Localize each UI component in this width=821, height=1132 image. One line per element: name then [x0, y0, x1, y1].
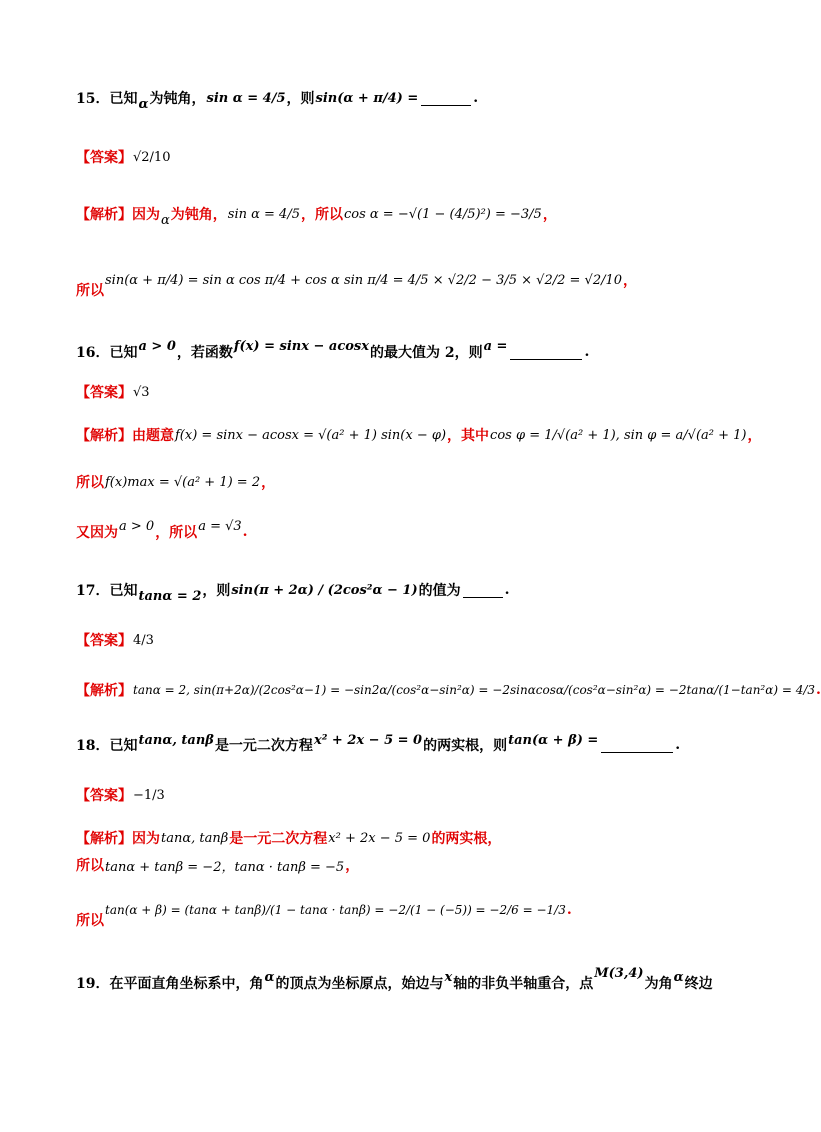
- text: 因为: [132, 207, 160, 223]
- math: x² + 2x − 5 = 0: [313, 732, 423, 748]
- answer-tag: 【答案】: [76, 788, 132, 804]
- answer-15: [76, 147, 171, 167]
- text: 轴的非负半轴重合，点: [453, 976, 594, 992]
- math: α: [138, 96, 149, 112]
- answer-17: [76, 630, 155, 650]
- text: ，: [261, 475, 276, 491]
- text: 所以: [76, 475, 104, 491]
- question-17: [76, 580, 510, 604]
- text: ，: [623, 273, 638, 289]
- math: cos α = −√(1 − (4/5)²) = −3/5: [343, 206, 542, 222]
- math: a > 0: [119, 518, 155, 534]
- math: a = √3: [198, 518, 242, 534]
- text: 终边: [684, 976, 713, 992]
- answer-value: 4/3: [133, 632, 154, 648]
- text: .: [473, 90, 479, 106]
- text: 的顶点为坐标原点，始边与: [275, 976, 444, 992]
- text: 的值为: [418, 583, 461, 599]
- text: ，若函数: [176, 345, 233, 361]
- text: ，其中: [447, 428, 490, 444]
- text: 已知: [109, 583, 138, 599]
- text: ，则: [202, 583, 231, 599]
- text: ，则: [286, 91, 315, 107]
- text: .: [816, 682, 821, 698]
- answer-tag: 【答案】: [76, 150, 132, 166]
- question-18: [76, 732, 681, 755]
- math: α: [264, 969, 275, 985]
- math: α: [673, 969, 684, 985]
- solution-18-line2: [76, 855, 359, 875]
- solution-tag: 【解析】: [76, 831, 132, 847]
- answer-blank: [601, 738, 673, 753]
- question-number: 16．: [76, 345, 110, 361]
- math: tanα = 2, sin(π+2α)/(2cos²α−1) = −sin2α/(cos²α−sin²α) = −2sinαcosα/(cos²α−sin²α) = −2tanα/(1−tan²α) = 4/3: [133, 683, 816, 697]
- text: ，: [345, 858, 360, 874]
- question-number: 19．: [76, 976, 110, 992]
- answer-tag: 【答案】: [76, 385, 132, 401]
- text: 的最大值为 2，则: [369, 345, 483, 361]
- math: a =: [483, 338, 508, 354]
- solution-tag: 【解析】: [76, 683, 132, 699]
- question-number: 15．: [76, 91, 110, 107]
- math: tanα, tanβ: [161, 830, 229, 846]
- answer-blank: [421, 91, 471, 106]
- question-number: 18．: [76, 738, 110, 754]
- solution-17: [76, 680, 821, 700]
- text: 又因为: [76, 525, 118, 541]
- answer-16: [76, 382, 151, 402]
- question-number: 17．: [76, 583, 110, 599]
- solution-15-line1: [76, 204, 557, 228]
- math: tan(α + β) =: [508, 732, 599, 748]
- question-15: [76, 88, 479, 112]
- math: f(x) = sinx − acosx: [233, 338, 369, 354]
- answer-value: √2/10: [133, 149, 171, 165]
- text: 因为: [132, 831, 160, 847]
- answer-value: √3: [133, 384, 150, 400]
- math: f(x) = sinx − acosx = √(a² + 1) sin(x − φ): [175, 427, 447, 443]
- text: ，: [747, 428, 762, 444]
- solution-tag: 【解析】: [76, 207, 132, 223]
- solution-18-line1: [76, 828, 501, 848]
- math: f(x)max = √(a² + 1) = 2: [105, 474, 261, 490]
- text: ，所以: [300, 207, 343, 223]
- text: 为钝角，: [149, 91, 206, 107]
- math: x² + 2x − 5 = 0: [328, 830, 431, 846]
- text: 由题意: [132, 428, 174, 444]
- text: 所以: [76, 913, 104, 929]
- text: 已知: [109, 738, 138, 754]
- math: tanα = 2: [138, 588, 202, 604]
- math: a > 0: [138, 338, 176, 354]
- math: α: [161, 212, 170, 228]
- math: M(3,4): [594, 965, 644, 981]
- solution-tag: 【解析】: [76, 428, 132, 444]
- text: 所以: [76, 858, 104, 874]
- solution-16-line3: [76, 518, 248, 542]
- math: sin α = 4/5: [206, 90, 286, 106]
- text: ，: [542, 207, 557, 223]
- text: 已知: [109, 91, 138, 107]
- question-19: [76, 965, 713, 993]
- solution-16-line2: [76, 472, 275, 492]
- text: .: [504, 582, 510, 598]
- math: sin α = 4/5: [227, 206, 300, 222]
- math: tanα + tanβ = −2，tanα · tanβ = −5: [105, 859, 345, 875]
- answer-tag: 【答案】: [76, 633, 132, 649]
- math: sin(α + π/4) = sin α cos π/4 + cos α sin π/4 = 4/5 × √2/2 − 3/5 × √2/2 = √2/10: [105, 272, 623, 288]
- text: .: [566, 902, 572, 918]
- answer-18: [76, 785, 166, 805]
- text: 为钝角，: [170, 207, 227, 223]
- math: sin(π + 2α) / (2cos²α − 1): [231, 582, 418, 598]
- math: cos φ = 1/√(a² + 1), sin φ = a/√(a² + 1): [490, 427, 747, 443]
- text: 的两实根，: [431, 831, 502, 847]
- answer-blank: [510, 345, 582, 360]
- text: .: [584, 344, 590, 360]
- math: tanα, tanβ: [138, 732, 214, 748]
- answer-value: −1/3: [133, 787, 165, 803]
- math: tan(α + β) = (tanα + tanβ)/(1 − tanα · tanβ) = −2/(1 − (−5)) = −2/6 = −1/3: [105, 903, 566, 917]
- question-16: [76, 338, 590, 362]
- solution-16-line1: [76, 425, 762, 445]
- math: x: [444, 969, 453, 985]
- text: 所以: [76, 283, 104, 299]
- answer-blank: [463, 583, 503, 598]
- text: 为角: [644, 976, 673, 992]
- text: ，所以: [155, 525, 198, 541]
- solution-15-line2: [76, 270, 638, 299]
- text: 的两实根，则: [423, 738, 508, 754]
- text: 是一元二次方程: [214, 738, 313, 754]
- text: 已知: [109, 345, 138, 361]
- text: 在平面直角坐标系中，角: [109, 976, 264, 992]
- math: sin(α + π/4) =: [315, 90, 419, 106]
- solution-18-line3: [76, 900, 572, 929]
- text: .: [675, 737, 681, 753]
- text: 是一元二次方程: [229, 831, 328, 847]
- text: .: [242, 524, 248, 540]
